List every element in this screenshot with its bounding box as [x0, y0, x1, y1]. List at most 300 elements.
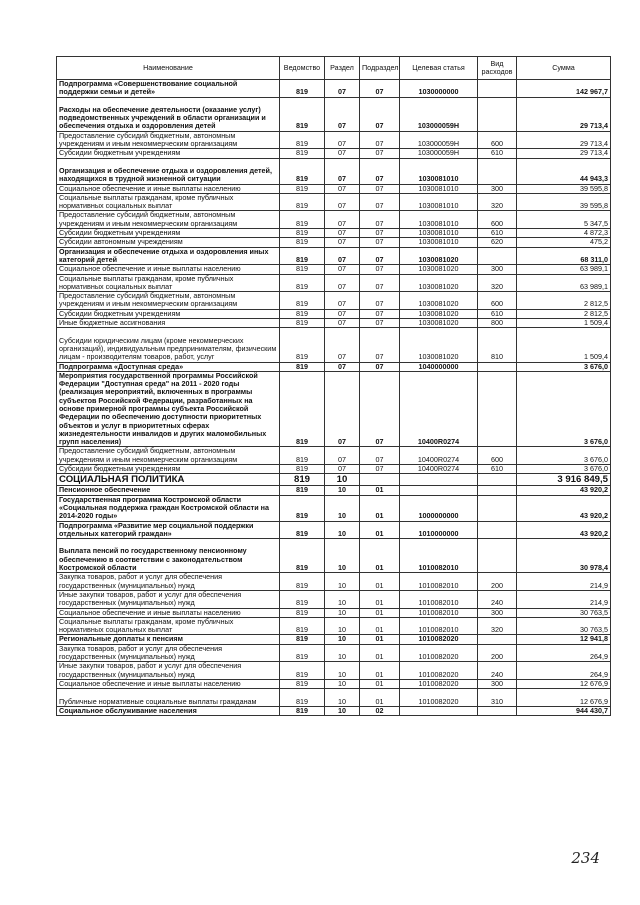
cell-section: 07 [325, 447, 360, 465]
cell-section: 07 [325, 238, 360, 247]
cell-name: Подпрограмма «Развитие мер социальной поддержки отдельных категорий граждан» [57, 521, 280, 539]
cell-subsection: 01 [360, 679, 400, 688]
cell-exp-type [478, 80, 517, 98]
cell-subsection: 07 [360, 97, 400, 131]
cell-sum: 43 920,2 [517, 486, 611, 495]
cell-target: 1030081020 [400, 309, 478, 318]
cell-name: Социальные выплаты гражданам, кроме публичных нормативных социальных выплат [57, 617, 280, 635]
table-row [57, 274, 611, 292]
cell-dept: 819 [280, 319, 325, 328]
cell-section: 07 [325, 158, 360, 184]
cell-name: СОЦИАЛЬНАЯ ПОЛИТИКА [57, 474, 280, 486]
cell-exp-type: 240 [478, 662, 517, 680]
header-subsection: Подраздел [360, 57, 400, 80]
cell-subsection: 01 [360, 521, 400, 539]
table-row [57, 309, 611, 318]
cell-target: 1040000000 [400, 362, 478, 371]
cell-name: Социальные выплаты гражданам, кроме публичных нормативных социальных выплат [57, 274, 280, 292]
cell-sum: 63 989,1 [517, 265, 611, 274]
table-row [57, 590, 611, 608]
cell-subsection: 01 [360, 539, 400, 573]
cell-section: 07 [325, 362, 360, 371]
header-dept: Ведомство [280, 57, 325, 80]
cell-target: 10400R0274 [400, 447, 478, 465]
cell-exp-type: 600 [478, 292, 517, 310]
cell-sum: 214,9 [517, 573, 611, 591]
cell-sum: 44 943,3 [517, 158, 611, 184]
table-row [57, 158, 611, 184]
cell-exp-type: 600 [478, 211, 517, 229]
cell-subsection: 07 [360, 371, 400, 447]
cell-dept: 819 [280, 689, 325, 707]
cell-section: 10 [325, 590, 360, 608]
header-exp-type: Вид расходов [478, 57, 517, 80]
table-row [57, 362, 611, 371]
cell-section: 07 [325, 229, 360, 238]
cell-subsection: 01 [360, 590, 400, 608]
table-row [57, 265, 611, 274]
cell-name: Субсидии автономным учреждениям [57, 238, 280, 247]
cell-sum: 3 676,0 [517, 371, 611, 447]
cell-section: 10 [325, 521, 360, 539]
cell-target: 1030081010 [400, 184, 478, 193]
cell-target: 103000059Н [400, 149, 478, 158]
cell-dept: 819 [280, 265, 325, 274]
cell-target: 1000000000 [400, 495, 478, 521]
table-row [57, 131, 611, 149]
cell-subsection: 07 [360, 447, 400, 465]
cell-subsection: 02 [360, 706, 400, 715]
cell-sum: 142 967,7 [517, 80, 611, 98]
table-header-row [57, 57, 611, 80]
cell-exp-type [478, 362, 517, 371]
cell-subsection: 07 [360, 131, 400, 149]
cell-target: 1010082020 [400, 662, 478, 680]
cell-target: 1030081010 [400, 211, 478, 229]
cell-section: 07 [325, 97, 360, 131]
cell-sum: 214,9 [517, 590, 611, 608]
cell-sum: 264,9 [517, 662, 611, 680]
cell-subsection: 07 [360, 184, 400, 193]
cell-target: 1010082020 [400, 635, 478, 644]
cell-dept: 819 [280, 706, 325, 715]
cell-sum: 43 920,2 [517, 495, 611, 521]
cell-section: 07 [325, 211, 360, 229]
cell-dept: 819 [280, 539, 325, 573]
cell-target: 1010000000 [400, 521, 478, 539]
table-row [57, 617, 611, 635]
cell-subsection: 07 [360, 465, 400, 474]
cell-subsection: 01 [360, 689, 400, 707]
cell-exp-type [478, 539, 517, 573]
cell-name: Иные закупки товаров, работ и услуг для обеспечения государственных (муниципальных) нужд [57, 590, 280, 608]
budget-table-sheet [56, 56, 610, 716]
table-row [57, 149, 611, 158]
cell-sum: 30 763,5 [517, 617, 611, 635]
cell-name: Выплата пенсий по государственному пенсионному обеспечению в соответствии с законодательством Костромской области [57, 539, 280, 573]
cell-section: 07 [325, 193, 360, 211]
cell-target: 1030081020 [400, 328, 478, 362]
cell-target [400, 474, 478, 486]
cell-exp-type [478, 521, 517, 539]
cell-name: Социальное обеспечение и иные выплаты населению [57, 608, 280, 617]
cell-dept: 819 [280, 274, 325, 292]
cell-exp-type: 300 [478, 608, 517, 617]
cell-exp-type: 320 [478, 274, 517, 292]
cell-dept: 819 [280, 229, 325, 238]
cell-subsection: 07 [360, 149, 400, 158]
cell-target: 103000059Н [400, 131, 478, 149]
table-body [57, 80, 611, 716]
cell-section: 07 [325, 319, 360, 328]
cell-subsection: 01 [360, 644, 400, 662]
cell-name: Подпрограмма «Доступная среда» [57, 362, 280, 371]
cell-dept: 819 [280, 211, 325, 229]
table-row [57, 319, 611, 328]
cell-subsection: 01 [360, 573, 400, 591]
cell-dept: 819 [280, 617, 325, 635]
page-number: 234 [571, 849, 600, 867]
cell-name: Публичные нормативные социальные выплаты гражданам [57, 689, 280, 707]
cell-sum: 29 713,4 [517, 131, 611, 149]
cell-dept: 819 [280, 149, 325, 158]
cell-target: 1030081020 [400, 247, 478, 265]
cell-sum: 63 989,1 [517, 274, 611, 292]
cell-exp-type: 200 [478, 644, 517, 662]
cell-dept: 819 [280, 371, 325, 447]
cell-target: 1030081010 [400, 193, 478, 211]
cell-name: Организация и обеспечение отдыха и оздоровления иных категорий детей [57, 247, 280, 265]
cell-name: Предоставление субсидий бюджетным, автономным учреждениям и иным некоммерческим организациям [57, 131, 280, 149]
cell-dept: 819 [280, 238, 325, 247]
cell-sum: 39 595,8 [517, 193, 611, 211]
cell-target: 10400R0274 [400, 371, 478, 447]
cell-section: 10 [325, 644, 360, 662]
cell-section: 07 [325, 292, 360, 310]
table-row [57, 706, 611, 715]
cell-target: 10400R0274 [400, 465, 478, 474]
cell-dept: 819 [280, 486, 325, 495]
cell-subsection: 01 [360, 608, 400, 617]
table-row [57, 211, 611, 229]
cell-dept: 819 [280, 447, 325, 465]
cell-dept: 819 [280, 309, 325, 318]
cell-name: Организация и обеспечение отдыха и оздоровления детей, находящихся в трудной жизненной ситуации [57, 158, 280, 184]
cell-section: 07 [325, 184, 360, 193]
cell-section: 10 [325, 608, 360, 617]
cell-section: 07 [325, 80, 360, 98]
cell-sum: 475,2 [517, 238, 611, 247]
budget-table [56, 56, 611, 716]
cell-dept: 819 [280, 131, 325, 149]
cell-subsection: 07 [360, 238, 400, 247]
cell-section: 10 [325, 486, 360, 495]
cell-section: 07 [325, 247, 360, 265]
cell-dept: 819 [280, 158, 325, 184]
cell-sum: 39 595,8 [517, 184, 611, 193]
cell-sum: 2 812,5 [517, 292, 611, 310]
cell-dept: 819 [280, 474, 325, 486]
cell-exp-type: 800 [478, 319, 517, 328]
cell-name: Региональные доплаты к пенсиям [57, 635, 280, 644]
table-row [57, 474, 611, 486]
cell-subsection: 07 [360, 265, 400, 274]
cell-target: 1010082020 [400, 644, 478, 662]
cell-sum: 29 713,4 [517, 149, 611, 158]
cell-name: Пенсионное обеспечение [57, 486, 280, 495]
cell-target [400, 706, 478, 715]
cell-sum: 944 430,7 [517, 706, 611, 715]
cell-name: Предоставление субсидий бюджетным, автономным учреждениям и иным некоммерческим организациям [57, 447, 280, 465]
table-row [57, 229, 611, 238]
cell-dept: 819 [280, 662, 325, 680]
cell-exp-type [478, 486, 517, 495]
cell-dept: 819 [280, 247, 325, 265]
table-row [57, 635, 611, 644]
cell-exp-type [478, 97, 517, 131]
cell-target: 1010082020 [400, 679, 478, 688]
cell-section: 10 [325, 679, 360, 688]
table-row [57, 80, 611, 98]
cell-target: 1010082010 [400, 608, 478, 617]
cell-sum: 30 978,4 [517, 539, 611, 573]
cell-name: Субсидии бюджетным учреждениям [57, 309, 280, 318]
cell-section: 07 [325, 274, 360, 292]
cell-subsection: 07 [360, 292, 400, 310]
cell-sum: 3 676,0 [517, 447, 611, 465]
cell-exp-type: 600 [478, 131, 517, 149]
cell-section: 10 [325, 474, 360, 486]
cell-section: 07 [325, 309, 360, 318]
cell-sum: 29 713,4 [517, 97, 611, 131]
cell-dept: 819 [280, 644, 325, 662]
cell-subsection: 01 [360, 495, 400, 521]
cell-name: Социальное обеспечение и иные выплаты населению [57, 679, 280, 688]
cell-dept: 819 [280, 573, 325, 591]
cell-section: 10 [325, 689, 360, 707]
table-row [57, 328, 611, 362]
cell-dept: 819 [280, 80, 325, 98]
cell-target: 1010082010 [400, 539, 478, 573]
cell-name: Субсидии бюджетным учреждениям [57, 229, 280, 238]
cell-section: 10 [325, 573, 360, 591]
cell-target: 1010082020 [400, 689, 478, 707]
cell-exp-type [478, 495, 517, 521]
cell-subsection: 01 [360, 486, 400, 495]
table-row [57, 662, 611, 680]
cell-sum: 2 812,5 [517, 309, 611, 318]
cell-exp-type [478, 706, 517, 715]
table-row [57, 495, 611, 521]
table-row [57, 465, 611, 474]
cell-name: Социальное обеспечение и иные выплаты населению [57, 184, 280, 193]
cell-section: 10 [325, 635, 360, 644]
cell-section: 10 [325, 495, 360, 521]
cell-dept: 819 [280, 608, 325, 617]
cell-name: Подпрограмма «Совершенствование социальной поддержки семьи и детей» [57, 80, 280, 98]
cell-exp-type [478, 474, 517, 486]
cell-exp-type: 300 [478, 265, 517, 274]
cell-name: Предоставление субсидий бюджетным, автономным учреждениям и иным некоммерческим организациям [57, 292, 280, 310]
cell-dept: 819 [280, 184, 325, 193]
cell-dept: 819 [280, 465, 325, 474]
table-row [57, 247, 611, 265]
cell-subsection: 07 [360, 158, 400, 184]
cell-subsection: 07 [360, 211, 400, 229]
cell-subsection: 07 [360, 362, 400, 371]
cell-dept: 819 [280, 292, 325, 310]
table-row [57, 193, 611, 211]
table-row [57, 539, 611, 573]
cell-exp-type: 320 [478, 193, 517, 211]
cell-name: Субсидии бюджетным учреждениям [57, 149, 280, 158]
cell-sum: 1 509,4 [517, 319, 611, 328]
cell-sum: 1 509,4 [517, 328, 611, 362]
cell-exp-type: 600 [478, 447, 517, 465]
cell-target: 1010082010 [400, 573, 478, 591]
cell-exp-type [478, 371, 517, 447]
cell-dept: 819 [280, 193, 325, 211]
cell-exp-type: 240 [478, 590, 517, 608]
cell-dept: 819 [280, 362, 325, 371]
cell-exp-type: 300 [478, 679, 517, 688]
cell-sum: 3 676,0 [517, 362, 611, 371]
cell-dept: 819 [280, 521, 325, 539]
cell-name: Предоставление субсидий бюджетным, автономным учреждениям и иным некоммерческим организациям [57, 211, 280, 229]
header-sum: Сумма [517, 57, 611, 80]
cell-target: 1010082010 [400, 617, 478, 635]
cell-name: Иные закупки товаров, работ и услуг для обеспечения государственных (муниципальных) нужд [57, 662, 280, 680]
cell-sum: 264,9 [517, 644, 611, 662]
cell-exp-type [478, 635, 517, 644]
table-row [57, 573, 611, 591]
cell-name: Иные бюджетные ассигнования [57, 319, 280, 328]
cell-name: Закупка товаров, работ и услуг для обеспечения государственных (муниципальных) нужд [57, 573, 280, 591]
cell-dept: 819 [280, 635, 325, 644]
cell-target: 1030081010 [400, 229, 478, 238]
cell-subsection: 01 [360, 635, 400, 644]
table-row [57, 486, 611, 495]
cell-subsection: 07 [360, 328, 400, 362]
cell-subsection [360, 474, 400, 486]
table-row [57, 447, 611, 465]
cell-section: 10 [325, 662, 360, 680]
cell-sum: 43 920,2 [517, 521, 611, 539]
table-row [57, 679, 611, 688]
cell-name: Субсидии бюджетным учреждениям [57, 465, 280, 474]
cell-dept: 819 [280, 495, 325, 521]
cell-subsection: 07 [360, 193, 400, 211]
cell-section: 07 [325, 371, 360, 447]
cell-section: 10 [325, 617, 360, 635]
table-row [57, 238, 611, 247]
header-name: Наименование [57, 57, 280, 80]
cell-subsection: 01 [360, 617, 400, 635]
cell-subsection: 01 [360, 662, 400, 680]
cell-target: 1030081010 [400, 238, 478, 247]
table-row [57, 371, 611, 447]
table-row [57, 644, 611, 662]
cell-exp-type: 610 [478, 465, 517, 474]
table-row [57, 97, 611, 131]
cell-section: 07 [325, 328, 360, 362]
cell-target: 1030081010 [400, 158, 478, 184]
cell-sum: 68 311,0 [517, 247, 611, 265]
cell-target: 1030081020 [400, 265, 478, 274]
cell-sum: 12 676,9 [517, 689, 611, 707]
cell-exp-type [478, 158, 517, 184]
cell-sum: 12 676,9 [517, 679, 611, 688]
table-row [57, 689, 611, 707]
cell-subsection: 07 [360, 229, 400, 238]
cell-sum: 12 941,8 [517, 635, 611, 644]
cell-section: 07 [325, 131, 360, 149]
cell-target: 103000059Н [400, 97, 478, 131]
cell-name: Субсидии юридическим лицам (кроме некоммерческих организаций), индивидуальным предпринимателям, физическим лицам - производителям товаров, работ, услуг [57, 328, 280, 362]
cell-name: Мероприятия государственной программы Российской Федерации "Доступная среда" на 2011 - 2020 годы (реализация мероприятий, включенных в программы субъектов Российской Федерации, разработанных на основе примерной программы субъекта Российской Федерации по обеспечению доступности приоритетных объектов и услуг в приоритетных сферах жизнедеятельности инвалидов и других маломобильных групп населения) [57, 371, 280, 447]
cell-exp-type: 320 [478, 617, 517, 635]
cell-exp-type: 610 [478, 149, 517, 158]
cell-name: Государственная программа Костромской области «Социальная поддержка граждан Костромской области на 2014-2020 годы» [57, 495, 280, 521]
cell-name: Социальные выплаты гражданам, кроме публичных нормативных социальных выплат [57, 193, 280, 211]
header-section: Раздел [325, 57, 360, 80]
cell-target: 1030081020 [400, 292, 478, 310]
cell-name: Закупка товаров, работ и услуг для обеспечения государственных (муниципальных) нужд [57, 644, 280, 662]
table-row [57, 292, 611, 310]
cell-subsection: 07 [360, 319, 400, 328]
cell-target: 1030000000 [400, 80, 478, 98]
cell-exp-type: 310 [478, 689, 517, 707]
cell-subsection: 07 [360, 274, 400, 292]
cell-sum: 5 347,5 [517, 211, 611, 229]
cell-section: 07 [325, 465, 360, 474]
table-row [57, 521, 611, 539]
table-row [57, 608, 611, 617]
cell-section: 07 [325, 149, 360, 158]
cell-target: 1030081020 [400, 274, 478, 292]
cell-name: Социальное обеспечение и иные выплаты населению [57, 265, 280, 274]
cell-exp-type: 620 [478, 238, 517, 247]
cell-section: 07 [325, 265, 360, 274]
cell-target [400, 486, 478, 495]
cell-section: 10 [325, 539, 360, 573]
cell-exp-type: 200 [478, 573, 517, 591]
cell-dept: 819 [280, 679, 325, 688]
cell-section: 10 [325, 706, 360, 715]
cell-name: Социальное обслуживание населения [57, 706, 280, 715]
cell-sum: 30 763,5 [517, 608, 611, 617]
cell-exp-type: 610 [478, 229, 517, 238]
cell-subsection: 07 [360, 80, 400, 98]
cell-target: 1010082010 [400, 590, 478, 608]
cell-exp-type: 610 [478, 309, 517, 318]
cell-subsection: 07 [360, 309, 400, 318]
cell-subsection: 07 [360, 247, 400, 265]
cell-exp-type [478, 247, 517, 265]
cell-dept: 819 [280, 328, 325, 362]
cell-sum: 3 676,0 [517, 465, 611, 474]
cell-exp-type: 810 [478, 328, 517, 362]
cell-sum: 3 916 849,5 [517, 474, 611, 486]
cell-name: Расходы на обеспечение деятельности (оказание услуг) подведомственных учреждений в области организации и обеспечения отдыха и оздоровления детей [57, 97, 280, 131]
cell-dept: 819 [280, 97, 325, 131]
table-row [57, 184, 611, 193]
cell-target: 1030081020 [400, 319, 478, 328]
cell-sum: 4 872,3 [517, 229, 611, 238]
header-target: Целевая статья [400, 57, 478, 80]
cell-dept: 819 [280, 590, 325, 608]
cell-exp-type: 300 [478, 184, 517, 193]
